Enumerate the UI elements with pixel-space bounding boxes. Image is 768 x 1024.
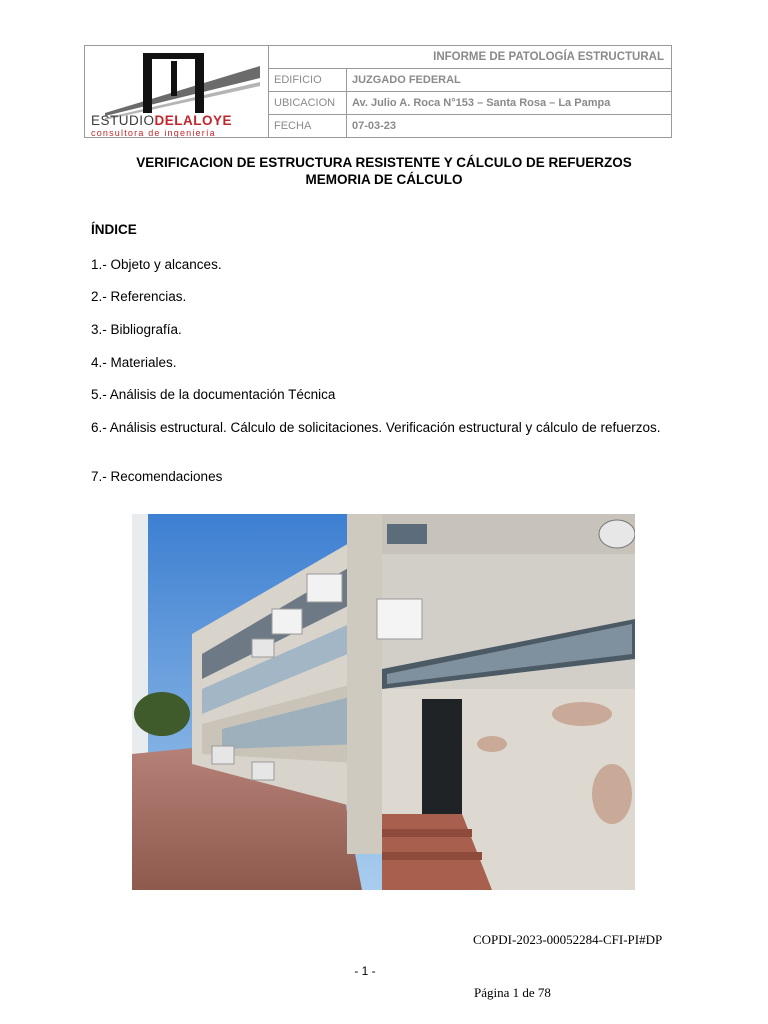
document-title-line2: MEMORIA DE CÁLCULO — [305, 172, 463, 187]
header-label: EDIFICIO — [269, 69, 347, 91]
index-item: 1.- Objeto y alcances. — [91, 257, 222, 272]
page-count: Página 1 de 78 — [474, 985, 551, 1000]
header-label: FECHA — [269, 115, 347, 137]
header-value: Av. Julio A. Roca N°153 – Santa Rosa – La Pampa — [352, 97, 611, 109]
logo-wordmark: ESTUDIODELALOYE — [91, 113, 233, 128]
index-item: 4.- Materiales. — [91, 355, 177, 370]
header-info — [269, 46, 671, 137]
header-row-fecha — [269, 115, 671, 137]
index-item: 2.- Referencias. — [91, 289, 187, 304]
document-code: COPDI-2023-00052284-CFI-PI#DP — [473, 932, 663, 947]
logo-subtitle: consultora de ingeniería — [91, 128, 216, 137]
company-logo — [85, 46, 269, 137]
index-item: 7.- Recomendaciones — [91, 469, 223, 484]
index-item: 5.- Análisis de la documentación Técnica — [91, 387, 336, 402]
index-item: 3.- Bibliografía. — [91, 322, 182, 337]
report-title: INFORME DE PATOLOGÍA ESTRUCTURAL — [269, 46, 671, 69]
index-item: 6.- Análisis estructural. Cálculo de solicitaciones. Verificación estructural y cálculo de refuerzos. — [91, 420, 661, 435]
document-header-table — [84, 45, 672, 138]
document-title-line1: VERIFICACION DE ESTRUCTURA RESISTENTE Y CÁLCULO DE REFUERZOS — [136, 155, 632, 170]
page-number-center: - 1 - — [354, 964, 376, 978]
header-value: 07-03-23 — [352, 120, 397, 132]
header-row-edificio — [269, 69, 671, 92]
header-row-ubicacion — [269, 92, 671, 115]
header-label: UBICACION — [269, 92, 347, 114]
header-value: JUZGADO FEDERAL — [352, 74, 461, 86]
building-photo — [132, 514, 635, 890]
index-heading: ÍNDICE — [91, 222, 137, 237]
